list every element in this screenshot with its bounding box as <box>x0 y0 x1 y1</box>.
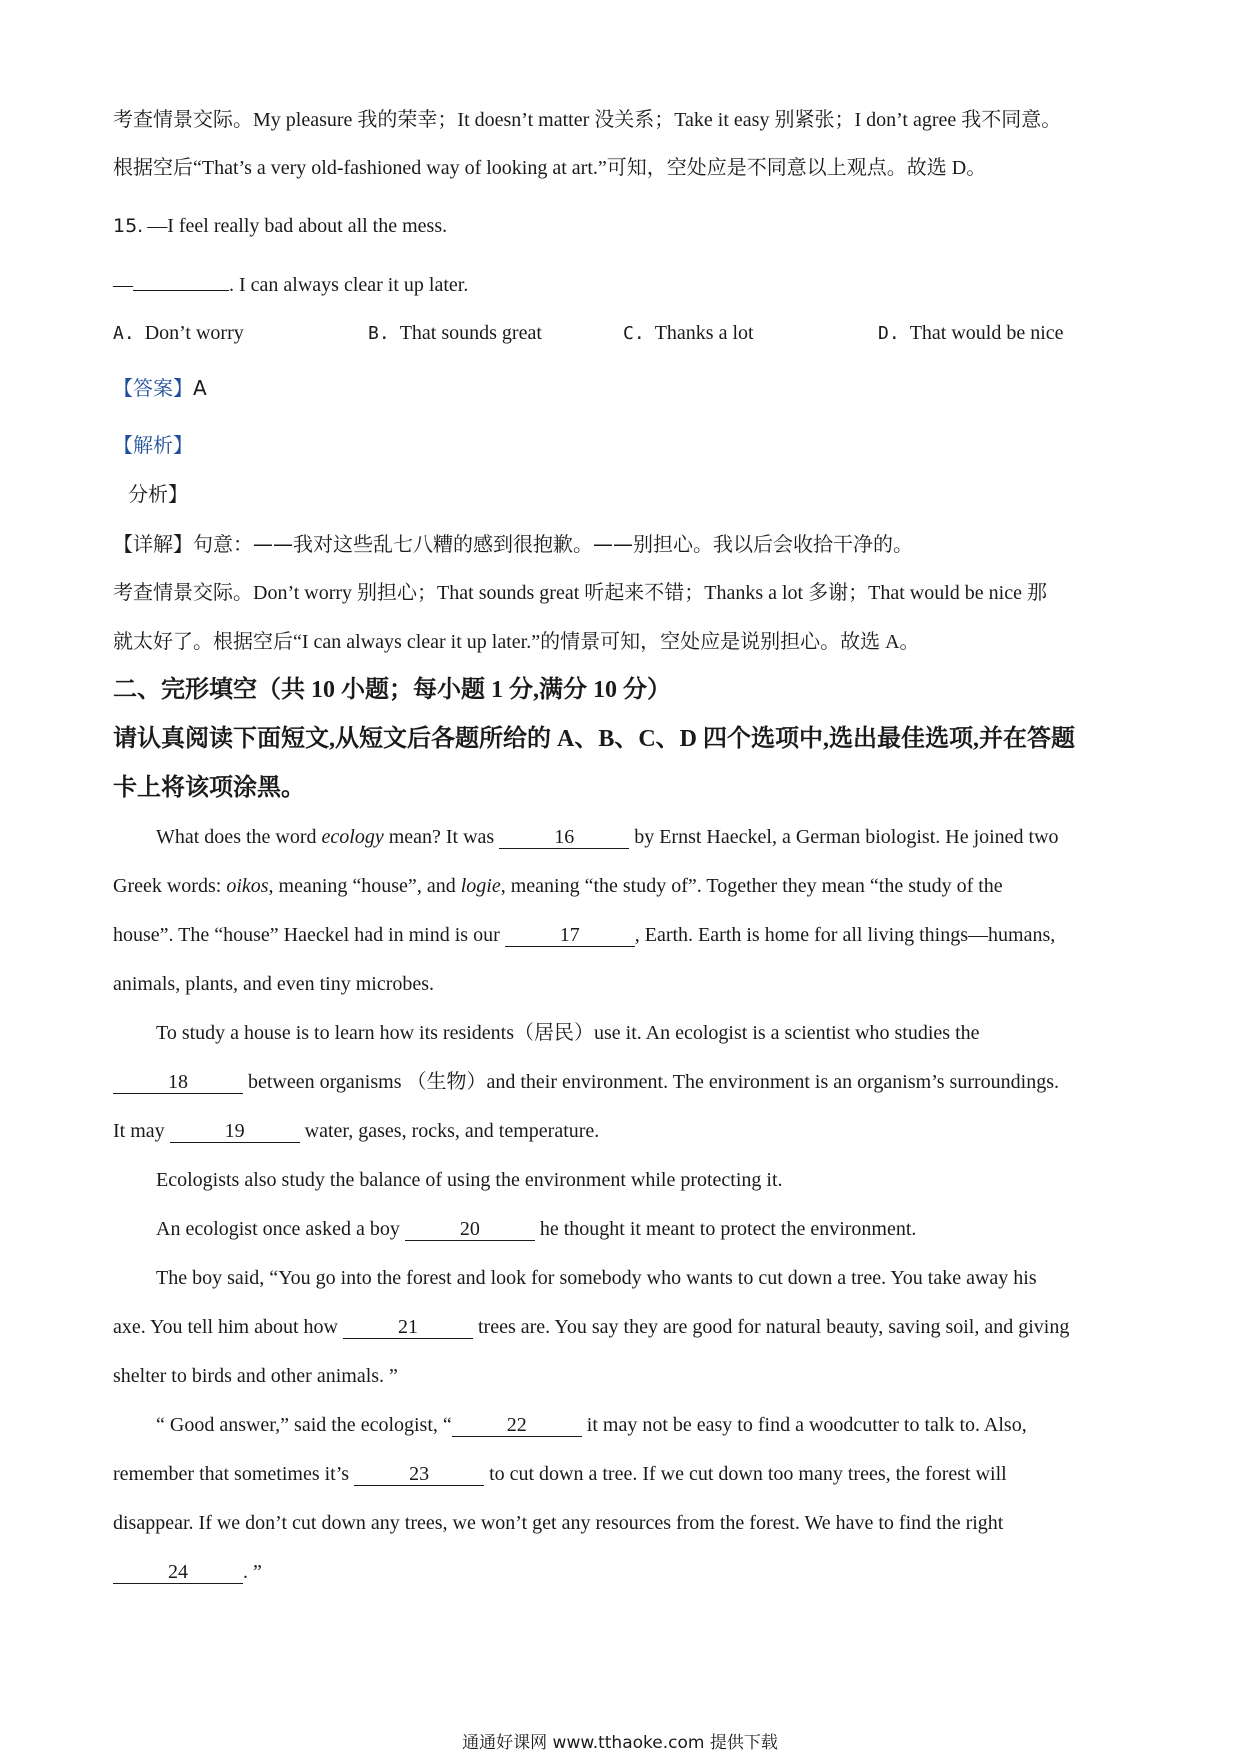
option-d <box>878 319 1064 348</box>
text: , Earth. Earth is home for all living things—humans, <box>634 924 1056 946</box>
text: , meaning “the study of”. Together they mean “the study of the <box>500 875 1003 897</box>
passage-line-11 <box>113 1313 1069 1341</box>
question-prompt: —I feel really bad about all the mess. <box>147 215 448 237</box>
passage-line-4: animals, plants, and even tiny microbes. <box>113 973 435 995</box>
blank-20: 20 <box>405 1218 535 1241</box>
text: it may not be easy to find a woodcutter to talk to. Also, <box>581 1414 1027 1436</box>
explain-line-1: 考查情景交际。Don’t worry 别担心；That sounds great 听起来不错；Thanks a lot 多谢；That would be nice 那 <box>113 582 1047 604</box>
section-heading: 二、完形填空（共 10 小题；每小题 1 分,满分 10 分） <box>113 677 671 703</box>
option-text: Don’t worry <box>144 322 244 344</box>
text: remember that sometimes it’s <box>113 1463 355 1485</box>
option-letter: D. <box>878 323 900 344</box>
blank-21: 21 <box>343 1316 473 1339</box>
intro-line-2: 根据空后“That’s a very old-fashioned way of looking at art.”可知，空处应是不同意以上观点。故选 D。 <box>113 157 987 179</box>
passage-line-8: Ecologists also study the balance of using the environment while protecting it. <box>156 1169 783 1191</box>
detail-text: 句意：——我对这些乱七八糟的感到很抱歉。——别担心。我以后会收拾干净的。 <box>193 532 913 556</box>
section-instruction-1: 请认真阅读下面短文,从短文后各题所给的 A、B、C、D 四个选项中,选出最佳选项,并在答题 <box>113 726 1076 752</box>
passage-line-2 <box>113 872 1003 900</box>
text: What does the word <box>156 826 322 848</box>
option-text: That would be nice <box>909 322 1064 344</box>
option-letter: B. <box>368 323 390 344</box>
term-logie: logie <box>460 875 501 897</box>
text: axe. You tell him about how <box>113 1316 343 1338</box>
term-oikos: oikos <box>226 875 269 897</box>
intro-line-1: 考查情景交际。My pleasure 我的荣幸；It doesn’t matter 没关系；Take it easy 别紧张；I don’t agree 我不同意。 <box>113 109 1062 131</box>
text: by Ernst Haeckel, a German biologist. He joined two <box>629 826 1059 848</box>
blank-16: 16 <box>499 826 629 849</box>
passage-line-14 <box>113 1460 1007 1488</box>
option-text: Thanks a lot <box>654 322 754 344</box>
detail-label: 【详解】 <box>113 532 193 556</box>
text: . ” <box>243 1561 262 1583</box>
passage-line-16 <box>113 1558 262 1586</box>
term-ecology: ecology <box>321 826 384 848</box>
explain-line-2: 就太好了。根据空后“I can always clear it up later.”的情景可知，空处应是说别担心。故选 A。 <box>113 631 920 653</box>
passage-line-7 <box>113 1117 599 1145</box>
text: water, gases, rocks, and temperature. <box>299 1120 600 1142</box>
text: to cut down a tree. If we cut down too many trees, the forest will <box>484 1463 1007 1485</box>
blank-22: 22 <box>452 1414 582 1437</box>
page-footer: 通通好课网 www.tthaoke.com 提供下载 <box>462 1733 778 1753</box>
option-text: That sounds great <box>399 322 542 344</box>
question-15-reply <box>113 271 468 299</box>
option-c <box>623 319 754 348</box>
passage-line-13 <box>156 1411 1027 1439</box>
analysis-sub: 分析】 <box>128 482 188 506</box>
blank-24: 24 <box>113 1561 243 1584</box>
passage-line-5: To study a house is to learn how its residents（居民）use it. An ecologist is a scientist who studies the <box>156 1022 980 1044</box>
analysis-label: 【解析】 <box>113 433 193 457</box>
blank-18: 18 <box>113 1071 243 1094</box>
passage-line-9 <box>156 1215 916 1243</box>
blank-17: 17 <box>505 924 635 947</box>
text: between organisms （生物）and their environment. The environment is an organism’s surroundings. <box>243 1071 1059 1093</box>
passage-line-12: shelter to birds and other animals. ” <box>113 1365 398 1387</box>
reply-text: . I can always clear it up later. <box>229 274 469 296</box>
answer-row <box>113 374 207 402</box>
text: he thought it meant to protect the environment. <box>534 1218 917 1240</box>
text: It may <box>113 1120 170 1142</box>
text: An ecologist once asked a boy <box>156 1218 405 1240</box>
blank-23: 23 <box>354 1463 484 1486</box>
text: Greek words: <box>113 875 227 897</box>
blank-19: 19 <box>170 1120 300 1143</box>
passage-line-1 <box>156 823 1059 851</box>
passage-line-6 <box>113 1068 1059 1096</box>
text: mean? It was <box>383 826 500 848</box>
option-letter: C. <box>623 323 645 344</box>
detail-row <box>113 530 913 558</box>
text: “ Good answer,” said the ecologist, “ <box>156 1414 452 1436</box>
section-instruction-2: 卡上将该项涂黑。 <box>113 775 305 801</box>
option-letter: A. <box>113 323 135 344</box>
question-15-prompt <box>113 212 447 240</box>
reply-dash: — <box>113 274 133 296</box>
question-number: 15. <box>113 215 144 237</box>
passage-line-3 <box>113 921 1055 949</box>
text: , meaning “house”, and <box>268 875 461 897</box>
option-b <box>368 319 542 348</box>
passage-line-15: disappear. If we don’t cut down any trees, we won’t get any resources from the forest. We have to find the right <box>113 1512 1004 1534</box>
passage-line-10: The boy said, “You go into the forest and look for somebody who wants to cut down a tree. You take away his <box>156 1267 1037 1289</box>
answer-blank <box>133 290 229 291</box>
answer-label: 【答案】 <box>113 376 193 400</box>
text: house”. The “house” Haeckel had in mind is our <box>113 924 505 946</box>
option-a <box>113 319 244 348</box>
text: trees are. You say they are good for natural beauty, saving soil, and giving <box>473 1316 1070 1338</box>
answer-value: A <box>193 376 207 400</box>
